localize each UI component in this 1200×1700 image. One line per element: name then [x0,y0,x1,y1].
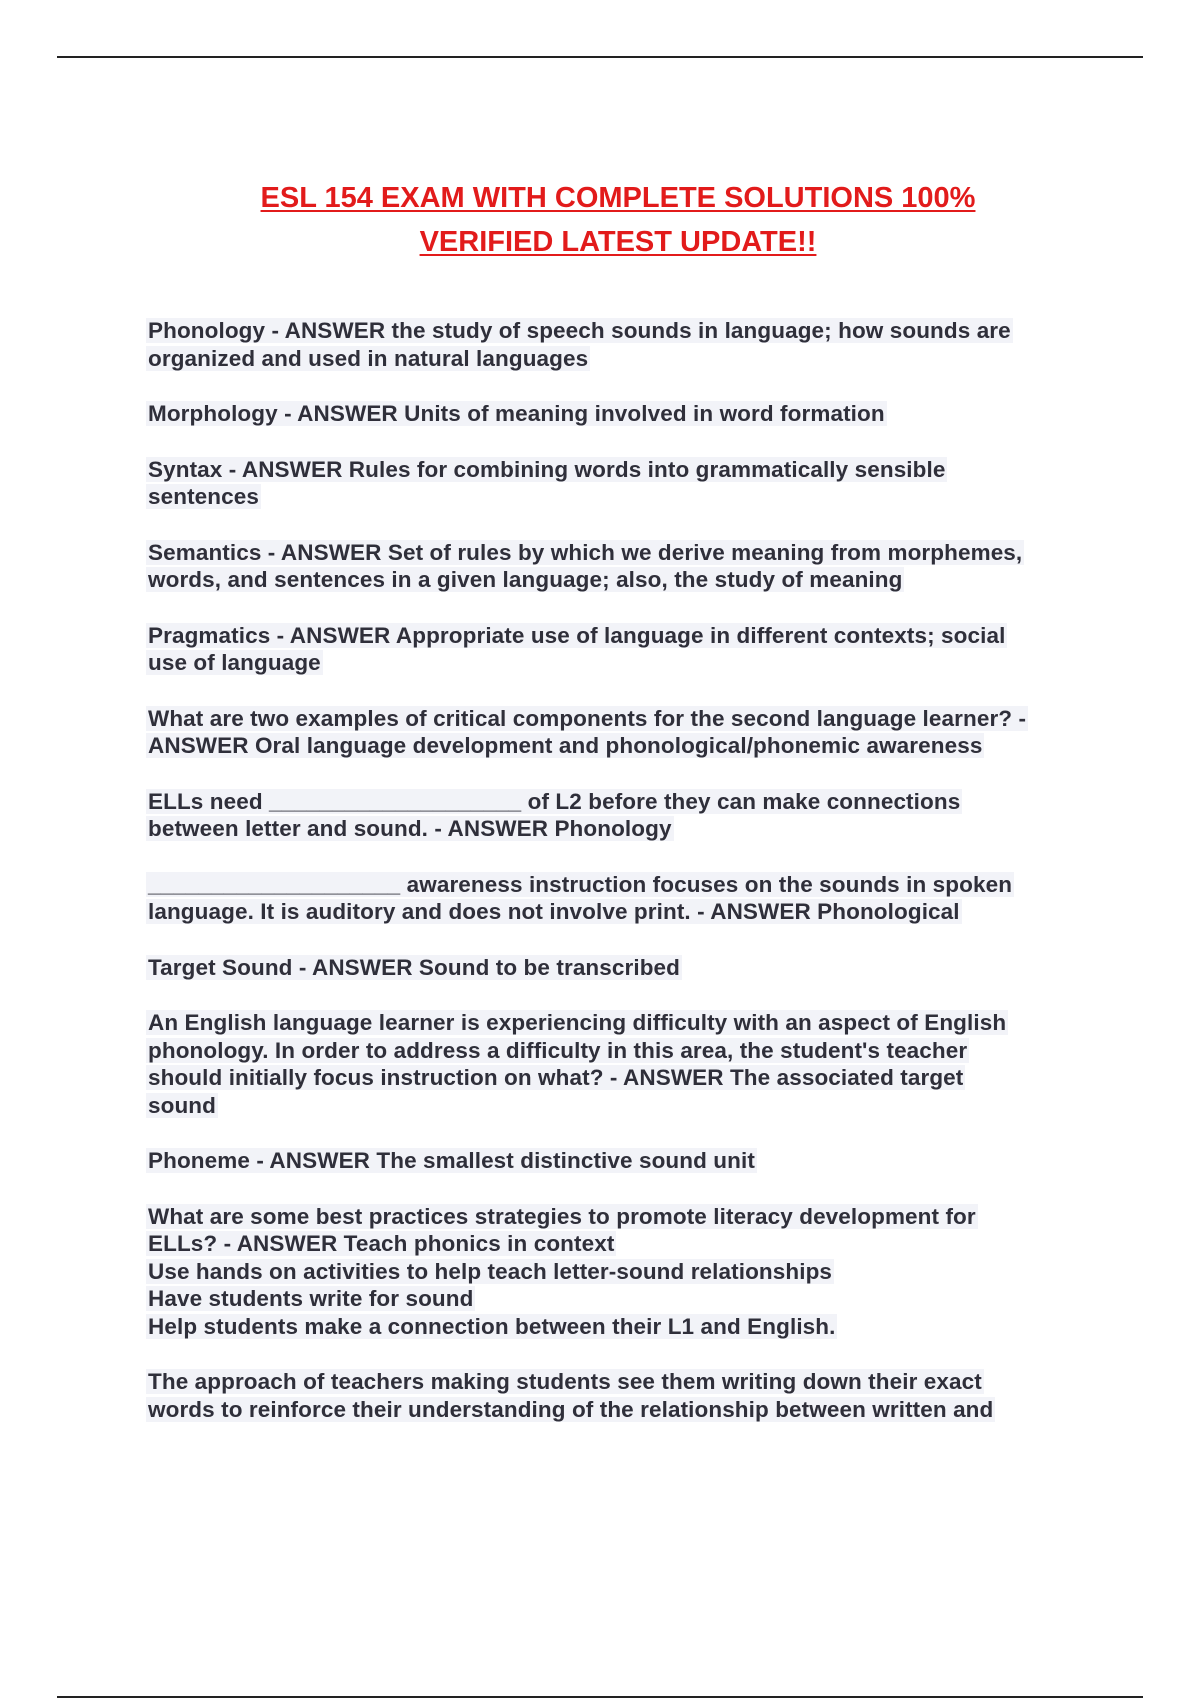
qa-entry-teacher-approach [146,1368,1096,1423]
qa-entry-best-practices [146,1203,1096,1341]
qa-entry-text: ELLs need ____________________ of L2 before they can make connections between letter and sound. - ANSWER Phonology [148,788,961,841]
qa-entry-text: What are some best practices strategies to promote literacy development for ELLs? - ANSWER Teach phonics in context Use hands on activities to help teach letter-sound relationships Have students write for sound Help students make a connection between their L1 and English. [148,1203,976,1339]
qa-entry-text: Syntax - ANSWER Rules for combining words into grammatically sensible sentences [148,456,946,509]
qa-entry-text: Morphology - ANSWER Units of meaning involved in word formation [148,401,885,426]
qa-entry-awareness-instruction [146,871,1096,926]
qa-entry-morphology [146,400,1096,428]
qa-entry-target-sound [146,954,1096,982]
qa-entry-text: Target Sound - ANSWER Sound to be transcribed [148,954,681,980]
qa-entry-semantics [146,539,1096,594]
qa-entry-syntax [146,456,1096,511]
qa-entry-text: Semantics - ANSWER Set of rules by which we derive meaning from morphemes, words, and sentences in a given language; also, the study of meaning [148,539,1023,592]
top-divider [57,56,1143,58]
qa-entry-text: Phonology - ANSWER the study of speech sounds in language; how sounds are organized and used in natural languages [148,318,1011,371]
qa-entry-text: ____________________ awareness instruction focuses on the sounds in spoken language. It is auditory and does not involve print. - ANSWER Phonological [148,871,1013,924]
qa-entry-text: An English language learner is experiencing difficulty with an aspect of English phonology. In order to address a difficulty in this area, the student's teacher should initially focus instruction on what? - ANSWER The associated target sound [148,1010,1007,1118]
bottom-divider [57,1696,1143,1698]
qa-entry-text: Phoneme - ANSWER The smallest distinctive sound unit [148,1148,755,1173]
qa-entry-english-phonology [146,1009,1096,1119]
qa-entry-pragmatics [146,622,1096,677]
qa-entry-text: What are two examples of critical components for the second language learner? - ANSWER Oral language development and phonological/phonemic awareness [148,705,1027,758]
qa-entry-text: Pragmatics - ANSWER Appropriate use of language in different contexts; social use of language [148,622,1006,675]
document-title [0,176,1200,264]
qa-entry-phonology [146,317,1096,372]
qa-entry-text: The approach of teachers making students see them writing down their exact words to reinforce their understanding of the relationship between written and [148,1369,994,1422]
title-line-1: ESL 154 EXAM WITH COMPLETE SOLUTIONS 100% [260,182,976,214]
qa-entry-critical-components [146,705,1096,760]
title-line-2: VERIFIED LATEST UPDATE!! [419,226,817,258]
qa-list [146,317,1096,1451]
qa-entry-phoneme [146,1147,1096,1175]
qa-entry-ells-need [146,788,1096,843]
